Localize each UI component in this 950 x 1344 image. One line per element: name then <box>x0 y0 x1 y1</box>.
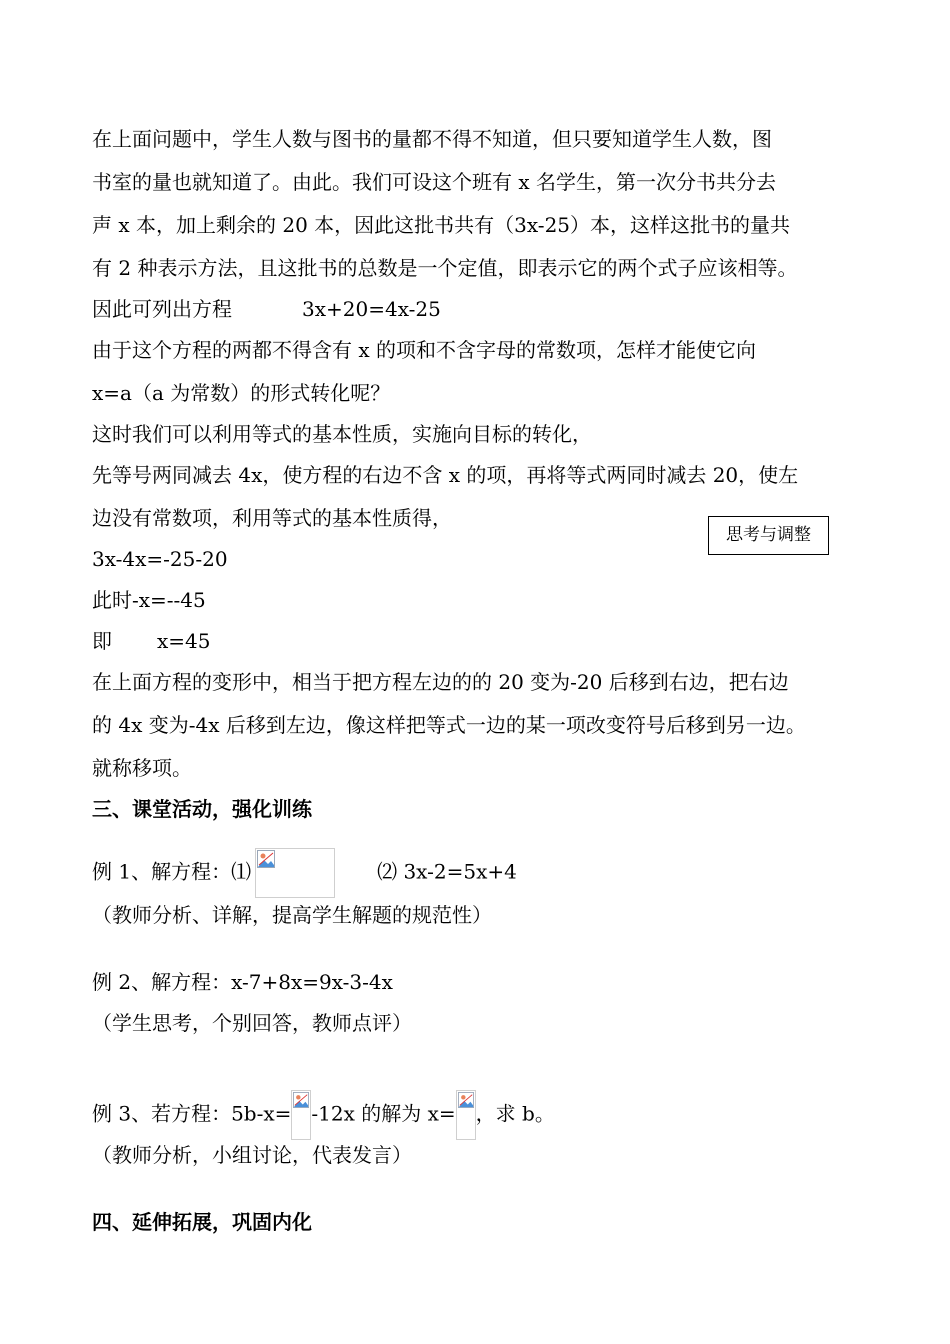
example-line: 例 2、解方程：x-7+8x=9x-3-4x <box>92 970 393 994</box>
equation-line <box>92 297 441 321</box>
paragraph-line: 的 4x 变为-4x 后移到左边，像这样把等式一边的某一项改变符号后移到另一边。 <box>92 713 806 737</box>
example-label: 例 1、解方程：⑴ <box>92 859 252 884</box>
example-note: （教师分析、详解，提高学生解题的规范性） <box>92 903 492 927</box>
example-text: ，求 b。 <box>475 1101 555 1126</box>
equation: x=45 <box>157 629 211 653</box>
paragraph-line: 在上面问题中，学生人数与图书的量都不得不知道，但只要知道学生人数，图 <box>92 127 772 151</box>
missing-image-placeholder <box>291 1090 311 1140</box>
broken-image-icon <box>293 1092 309 1108</box>
broken-image-icon <box>257 850 275 868</box>
paragraph-line: 先等号两同减去 4x，使方程的右边不含 x 的项，再将等式两同时减去 20，使左 <box>92 463 799 487</box>
paragraph-line: 边没有常数项，利用等式的基本性质得， <box>92 506 452 530</box>
paragraph-line: 在上面方程的变形中，相当于把方程左边的的 20 变为-20 后移到右边，把右边 <box>92 670 789 694</box>
example-note: （教师分析，小组讨论，代表发言） <box>92 1143 412 1167</box>
example-part: ⑵ 3x-2=5x+4 <box>377 859 517 884</box>
paragraph-line: 声 x 本，加上剩余的 20 本，因此这批书共有（3x-25）本，这样这批书的量共 <box>92 213 791 237</box>
paragraph-line: x=a（a 为常数）的形式转化呢？ <box>92 381 391 405</box>
example-note: （学生思考，个别回答，教师点评） <box>92 1011 412 1035</box>
example-line <box>92 848 517 898</box>
section-heading: 三、课堂活动，强化训练 <box>92 797 312 821</box>
paragraph-line: 有 2 种表示方法，且这批书的总数是一个定值，即表示它的两个式子应该相等。 <box>92 256 798 280</box>
example-line <box>92 1090 555 1140</box>
missing-image-placeholder <box>255 848 335 898</box>
equation-line: 3x-4x=-25-20 <box>92 547 228 571</box>
broken-image-icon <box>458 1092 474 1108</box>
equation-label: 即 <box>92 629 112 653</box>
equation: 3x+20=4x-25 <box>302 297 441 321</box>
paragraph-line: 这时我们可以利用等式的基本性质，实施向目标的转化， <box>92 422 592 446</box>
equation-line <box>92 629 211 653</box>
missing-image-placeholder <box>456 1090 476 1140</box>
section-heading: 四、延伸拓展，巩固内化 <box>92 1210 312 1234</box>
side-note-box: 思考与调整 <box>708 516 829 555</box>
example-text: 例 3、若方程：5b-x= <box>92 1101 292 1126</box>
example-text: -12x 的解为 x= <box>311 1101 456 1126</box>
equation-label: 因此可列出方程 <box>92 297 232 321</box>
paragraph-line: 书室的量也就知道了。由此。我们可设这个班有 x 名学生，第一次分书共分去 <box>92 170 776 194</box>
equation-line: 此时-x=--45 <box>92 588 206 612</box>
paragraph-line: 就称移项。 <box>92 756 192 780</box>
paragraph-line: 由于这个方程的两都不得含有 x 的项和不含字母的常数项，怎样才能使它向 <box>92 338 756 362</box>
